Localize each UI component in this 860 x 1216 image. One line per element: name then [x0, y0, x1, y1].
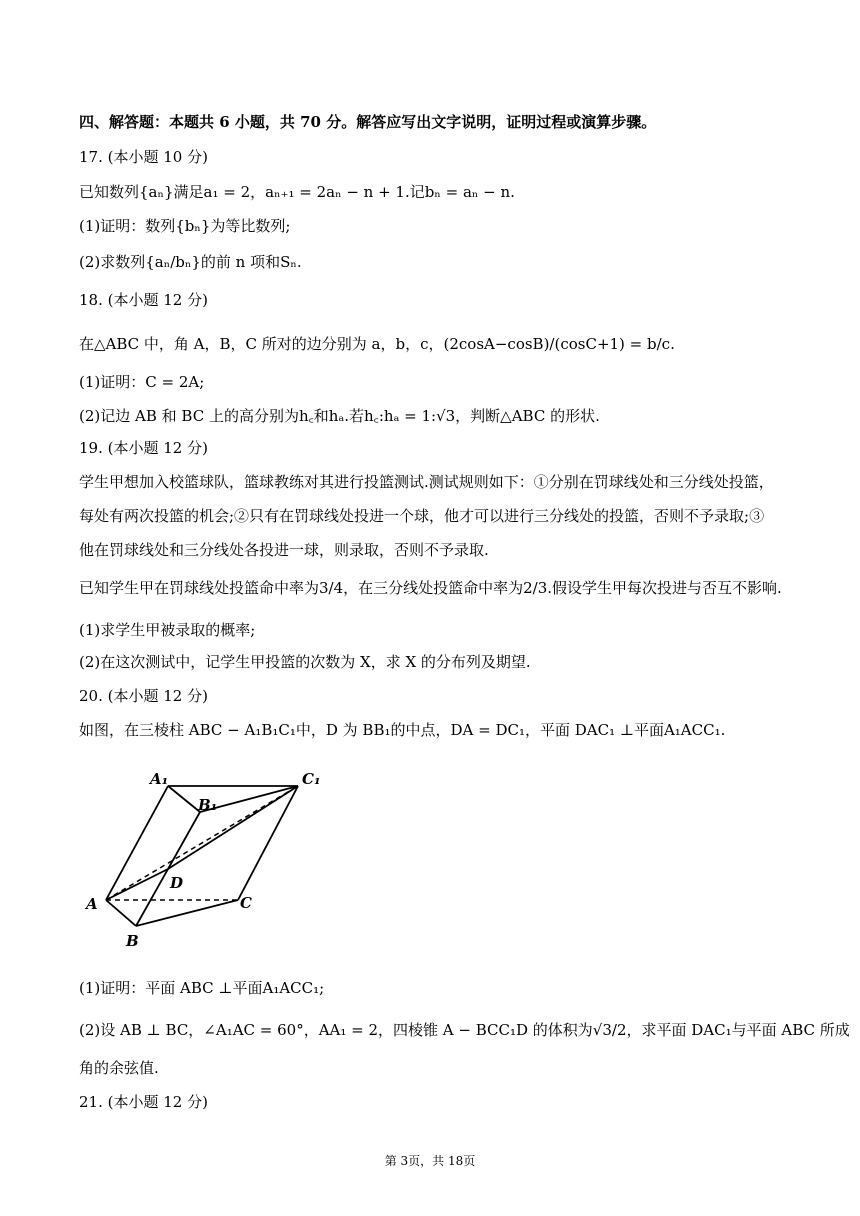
problem-19-line-4: 已知学生甲在罚球线处投篮命中率为3/4，在三分线处投篮命中率为2/3.假设学生甲每次投进与否互不影响.: [79, 579, 782, 597]
label-b1: B₁: [198, 796, 218, 814]
problem-19-line-6: (2)在这次测试中，记学生甲投篮的次数为 X，求 X 的分布列及期望.: [79, 653, 531, 671]
page-footer: 第 3页，共 18页: [384, 1154, 476, 1168]
problem-19-line-5: (1)求学生甲被录取的概率;: [79, 621, 256, 639]
problem-18-line-2: (1)证明：C = 2A;: [79, 373, 205, 391]
edge-b-c: [136, 900, 238, 926]
problem-20-line-4: 角的余弦值.: [79, 1059, 159, 1077]
problem-20-header: 20. (本小题 12 分): [79, 687, 208, 705]
problem-18-header: 18. (本小题 12 分): [79, 291, 208, 309]
problem-19-line-1: 学生甲想加入校篮球队，篮球教练对其进行投篮测试.测试规则如下：①分别在罚球线处和三分线处投篮，: [79, 473, 774, 491]
problem-19-header: 19. (本小题 12 分): [79, 439, 208, 457]
edge-a-b: [106, 900, 136, 926]
edge-a-a1: [106, 786, 168, 900]
problem-19-line-3: 他在罚球线处和三分线处各投进一球，则录取，否则不予录取.: [79, 541, 489, 559]
problem-17-line-3: (2)求数列{aₙ/bₙ}的前 n 项和Sₙ.: [79, 253, 302, 271]
problem-20-line-2: (1)证明：平面 ABC ⊥平面A₁ACC₁;: [79, 979, 325, 997]
label-a1: A₁: [150, 770, 169, 788]
prism-figure: [80, 764, 340, 954]
problem-17-header: 17. (本小题 10 分): [79, 148, 208, 166]
problem-20-line-1: 如图，在三棱柱 ABC − A₁B₁C₁中，D 为 BB₁的中点，DA = DC₁，平面 DAC₁ ⊥平面A₁ACC₁.: [79, 721, 726, 739]
label-b: B: [126, 932, 139, 950]
problem-17-line-1: 已知数列{aₙ}满足a₁ = 2，aₙ₊₁ = 2aₙ − n + 1.记bₙ = aₙ − n.: [79, 183, 515, 201]
label-d: D: [170, 874, 184, 892]
section-heading: 四、解答题：本题共 6 小题，共 70 分。解答应写出文字说明，证明过程或演算步骤。: [79, 113, 657, 131]
label-c: C: [240, 894, 252, 912]
edge-a1-b1: [168, 786, 200, 812]
label-c1: C₁: [302, 770, 321, 788]
edge-c-c1: [238, 786, 298, 900]
problem-19-line-2: 每处有两次投篮的机会;②只有在罚球线处投进一个球，他才可以进行三分线处的投篮，否则不予录取;③: [79, 507, 765, 525]
problem-18-line-1: 在△ABC 中，角 A，B，C 所对的边分别为 a，b，c，(2cosA−cosB)/(cosC+1) = b/c.: [79, 335, 675, 353]
label-a: A: [86, 895, 98, 913]
problem-17-line-2: (1)证明：数列{bₙ}为等比数列;: [79, 217, 291, 235]
problem-20-line-3: (2)设 AB ⊥ BC，∠A₁AC = 60°，AA₁ = 2，四棱锥 A − BCC₁D 的体积为√3/2，求平面 DAC₁与平面 ABC 所成: [79, 1021, 850, 1039]
problem-21-header: 21. (本小题 12 分): [79, 1093, 208, 1111]
problem-18-line-3: (2)记边 AB 和 BC 上的高分别为h꜀和hₐ.若h꜀:hₐ = 1:√3，判断△ABC 的形状.: [79, 407, 600, 425]
